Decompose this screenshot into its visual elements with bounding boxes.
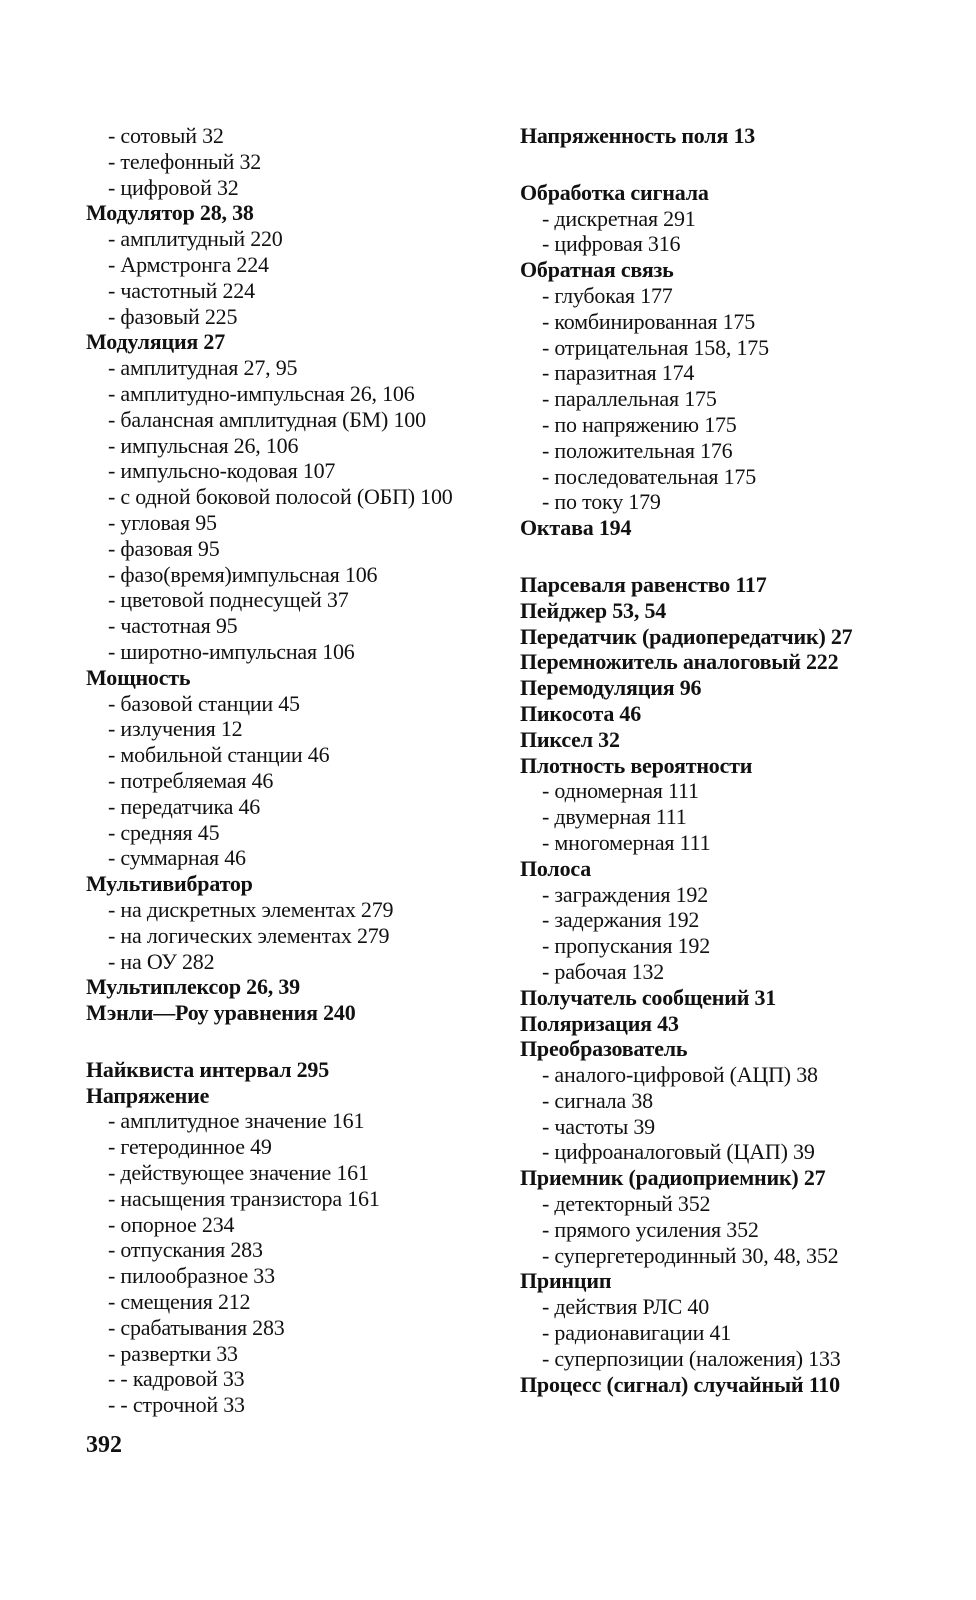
index-entry-sub: - частотная 95 xyxy=(108,613,238,639)
index-gap xyxy=(86,1026,506,1057)
index-entry-sub: - последовательная 175 xyxy=(542,463,756,489)
index-entry-sub: - положительная 176 xyxy=(542,437,733,463)
index-entry-main: Найквиста интервал 295 xyxy=(86,1056,330,1082)
index-entry-sub: - передатчика 46 xyxy=(108,793,261,819)
index-entry-sub: - комбинированная 175 xyxy=(542,308,756,334)
index-entry-main: Обработка сигнала xyxy=(520,179,709,205)
index-entry-sub: - опорное 234 xyxy=(108,1211,235,1237)
index-entry-main: Мультиплексор 26, 39 xyxy=(86,974,300,1000)
index-entry-sub: - импульсно-кодовая 107 xyxy=(108,458,336,484)
index-entry-sub: - сотовый 32 xyxy=(108,123,224,148)
index-entry-main: Модулятор 28, 38 xyxy=(86,200,254,226)
index-entry-sub: - на логических элементах 279 xyxy=(108,922,390,948)
index-entry-sub: - излучения 12 xyxy=(108,716,243,742)
index-entry-sub: - фазовый 225 xyxy=(108,303,238,329)
index-entry-sub: - частоты 39 xyxy=(542,1113,655,1139)
index-entry-sub: - частотный 224 xyxy=(108,277,255,303)
index-entry-main: Пейджер 53, 54 xyxy=(520,597,667,623)
index-entry-sub: - суперпозиции (наложения) 133 xyxy=(542,1345,841,1371)
index-entry-sub: - глубокая 177 xyxy=(542,282,673,308)
index-entry-sub: - фазовая 95 xyxy=(108,535,220,561)
index-entry-subsub: - - кадровой 33 xyxy=(108,1366,245,1392)
index-entry-sub: - балансная амплитудная (БМ) 100 xyxy=(108,406,426,432)
index-entry-sub: - мобильной станции 46 xyxy=(108,742,330,768)
index-entry-sub: - действующее значение 161 xyxy=(108,1160,369,1186)
index-entry-sub: - супергетеродинный 30, 48, 352 xyxy=(542,1242,839,1268)
index-entry-main: Процесс (сигнал) случайный 110 xyxy=(520,1371,840,1397)
index-entry-sub: - амплитудное значение 161 xyxy=(108,1108,365,1134)
index-entry-sub: - действия РЛС 40 xyxy=(542,1294,709,1320)
index-entry-sub: - срабатывания 283 xyxy=(108,1314,285,1340)
index-entry-main: Перемножитель аналоговый 222 xyxy=(520,649,839,675)
index-entry-sub: - телефонный 32 xyxy=(108,148,262,174)
index-entry-sub: - угловая 95 xyxy=(108,509,217,535)
index-entry-sub: - по току 179 xyxy=(542,489,661,515)
index-entry-sub: - отрицательная 158, 175 xyxy=(542,334,769,360)
index-entry-sub: - одномерная 111 xyxy=(542,778,699,804)
index-entry-sub: - пилообразное 33 xyxy=(108,1263,275,1289)
index-entry-sub: - потребляемая 46 xyxy=(108,767,274,793)
index-entry-sub: - сигнала 38 xyxy=(542,1087,653,1113)
index-entry-main: Приемник (радиоприемник) 27 xyxy=(520,1165,826,1191)
index-entry-sub: - цифровая 316 xyxy=(542,231,681,257)
index-column-left xyxy=(86,123,506,1418)
index-entry-sub: - Армстронга 224 xyxy=(108,251,269,277)
index-entry-subsub: - - строчной 33 xyxy=(108,1392,245,1418)
index-entry-main: Получатель сообщений 31 xyxy=(520,984,777,1010)
index-entry-main: Плотность вероятности xyxy=(520,752,753,778)
index-entry-sub: - дискретная 291 xyxy=(542,205,696,231)
index-entry-sub: - по напряжению 175 xyxy=(542,411,737,437)
index-entry-sub: - с одной боковой полосой (ОБП) 100 xyxy=(108,484,453,510)
index-entry-main: Мультивибратор xyxy=(86,871,253,897)
index-entry-sub: - двумерная 111 xyxy=(542,804,687,830)
index-entry-sub: - развертки 33 xyxy=(108,1340,238,1366)
index-entry-main: Мощность xyxy=(86,664,191,690)
index-entry-main: Обратная связь xyxy=(520,257,674,283)
index-entry-sub: - цифроаналоговый (ЦАП) 39 xyxy=(542,1139,815,1165)
index-entry-sub: - многомерная 111 xyxy=(542,829,711,855)
index-entry-sub: - прямого усиления 352 xyxy=(542,1216,759,1242)
index-entry-sub: - базовой станции 45 xyxy=(108,690,300,716)
index-entry-main: Напряжение xyxy=(86,1082,210,1108)
page-number: 392 xyxy=(86,1432,122,1458)
index-entry-sub: - средняя 45 xyxy=(108,819,220,845)
index-entry-sub: - отпускания 283 xyxy=(108,1237,263,1263)
index-entry-main: Принцип xyxy=(520,1268,612,1294)
index-entry-sub: - амплитудно-импульсная 26, 106 xyxy=(108,380,415,406)
index-entry-sub: - рабочая 132 xyxy=(542,958,665,984)
index-entry-main: Напряженность поля 13 xyxy=(520,123,756,148)
index-entry-sub: - на дискретных элементах 279 xyxy=(108,896,394,922)
index-entry-sub: - радионавигации 41 xyxy=(542,1320,732,1346)
index-entry-sub: - гетеродинное 49 xyxy=(108,1134,272,1160)
index-entry-sub: - импульсная 26, 106 xyxy=(108,432,299,458)
index-entry-sub: - аналого-цифровой (АЦП) 38 xyxy=(542,1062,818,1088)
index-entry-main: Полоса xyxy=(520,855,591,881)
index-entry-main: Передатчик (радиопередатчик) 27 xyxy=(520,623,853,649)
index-entry-sub: - цифровой 32 xyxy=(108,174,239,200)
index-entry-main: Октава 194 xyxy=(520,515,632,541)
index-entry-sub: - амплитудная 27, 95 xyxy=(108,355,298,381)
index-entry-sub: - паразитная 174 xyxy=(542,360,695,386)
index-gap xyxy=(520,149,960,180)
index-entry-main: Поляризация 43 xyxy=(520,1010,679,1036)
index-entry-main: Пиксел 32 xyxy=(520,726,620,752)
index-entry-main: Пикосота 46 xyxy=(520,700,642,726)
index-entry-sub: - пропускания 192 xyxy=(542,933,711,959)
index-entry-main: Перемодуляция 96 xyxy=(520,675,702,701)
index-entry-sub: - смещения 212 xyxy=(108,1289,251,1315)
index-gap xyxy=(520,541,960,572)
index-entry-sub: - заграждения 192 xyxy=(542,881,708,907)
index-entry-sub: - широтно-импульсная 106 xyxy=(108,638,355,664)
index-entry-sub: - фазо(время)импульсная 106 xyxy=(108,561,378,587)
index-entry-sub: - параллельная 175 xyxy=(542,386,717,412)
index-entry-main: Мэнли—Роу уравнения 240 xyxy=(86,1000,356,1026)
index-entry-sub: - задержания 192 xyxy=(542,907,700,933)
index-entry-sub: - суммарная 46 xyxy=(108,845,246,871)
index-column-right xyxy=(520,123,960,1397)
index-entry-sub: - детекторный 352 xyxy=(542,1191,711,1217)
index-entry-sub: - насыщения транзистора 161 xyxy=(108,1185,380,1211)
index-entry-main: Преобразователь xyxy=(520,1036,688,1062)
index-entry-main: Модуляция 27 xyxy=(86,329,226,355)
index-entry-main: Парсеваля равенство 117 xyxy=(520,571,767,597)
index-entry-sub: - амплитудный 220 xyxy=(108,226,283,252)
index-entry-sub: - на ОУ 282 xyxy=(108,948,215,974)
index-entry-sub: - цветовой поднесущей 37 xyxy=(108,587,349,613)
